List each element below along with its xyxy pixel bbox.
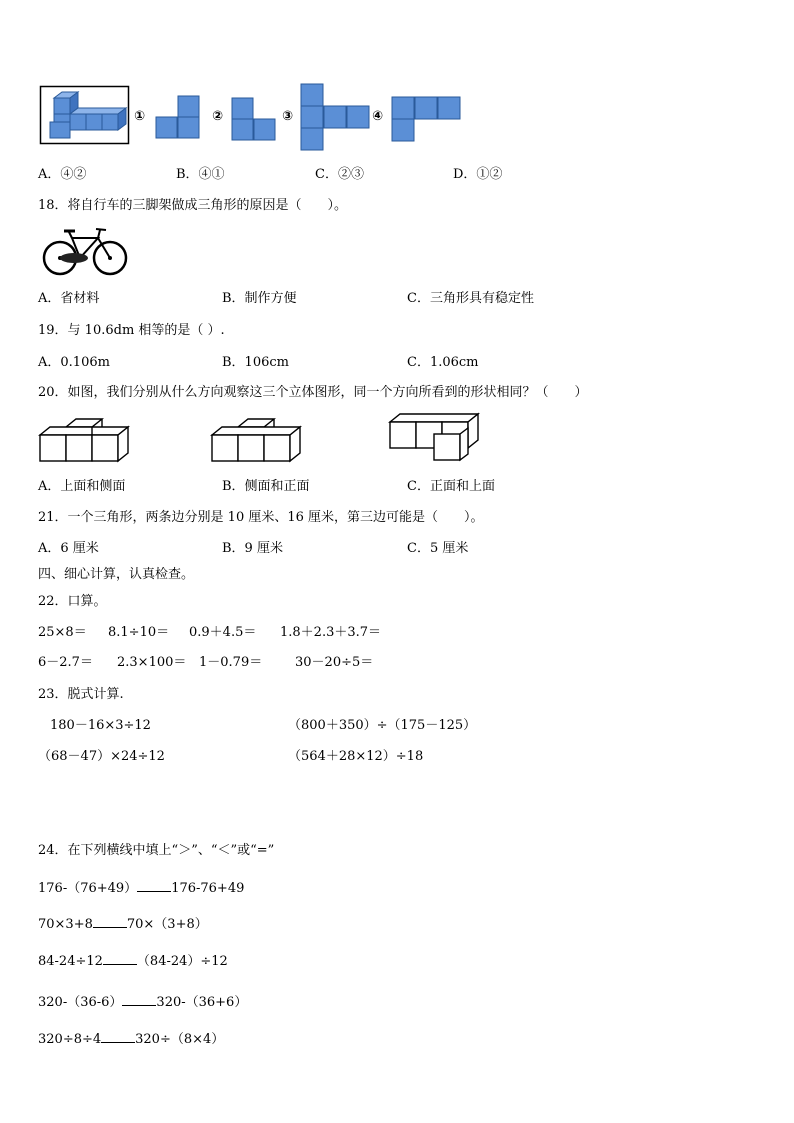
- q17-label-3: ③: [282, 109, 294, 124]
- answer-blank[interactable]: [122, 993, 156, 1006]
- q19-stem: 19．与 10.6dm 相等的是（ ）.: [38, 323, 225, 338]
- q23-item: 180－16×3÷12: [50, 718, 151, 733]
- q24-left: 320÷8÷4: [38, 1032, 102, 1047]
- q21-option-b[interactable]: B．9 厘米: [222, 541, 283, 556]
- answer-blank[interactable]: [101, 1030, 135, 1043]
- q17-option-d[interactable]: D．①②: [453, 167, 503, 182]
- q18-option-c[interactable]: C．三角形具有稳定性: [407, 291, 534, 306]
- q24-left: 70×3+8: [38, 917, 93, 932]
- q19-option-a[interactable]: A．0.106m: [38, 355, 110, 370]
- q20-stem: 20．如图，我们分别从什么方向观察这三个立体图形，同一个方向所看到的形状相同？（ ）: [38, 385, 588, 400]
- q22-item: 25×8＝: [38, 625, 87, 640]
- q17-option-1-shape: [156, 96, 200, 140]
- answer-blank[interactable]: [137, 879, 171, 892]
- q17-option-4-shape: [392, 97, 464, 143]
- q18-stem: 18．将自行车的三脚架做成三角形的原因是（ ）。: [38, 198, 348, 213]
- q24-left: 176-（76+49）: [38, 881, 138, 896]
- q23-title: 23．脱式计算.: [38, 687, 124, 702]
- q22-item: 1－0.79＝: [199, 655, 263, 670]
- q24-row: [38, 993, 247, 1011]
- q17-option-c[interactable]: C．②③: [315, 167, 364, 182]
- q24-left: 320-（36-6）: [38, 995, 123, 1010]
- q20-option-a[interactable]: A．上面和侧面: [38, 479, 126, 494]
- q22-item: 0.9＋4.5＝: [189, 625, 257, 640]
- q17-option-b[interactable]: B．④①: [176, 167, 225, 182]
- q24-left: 84-24÷12: [38, 954, 103, 969]
- section-heading: 四、细心计算，认真检查。: [38, 567, 195, 582]
- q17-option-a[interactable]: A．④②: [38, 167, 87, 182]
- q17-label-1: ①: [134, 109, 146, 124]
- q24-title: 24．在下列横线中填上“＞”、“＜”或“=”: [38, 843, 275, 858]
- q18-option-b[interactable]: B．制作方便: [222, 291, 297, 306]
- q24-row: [38, 1030, 224, 1048]
- q19-option-b[interactable]: B．106cm: [222, 355, 289, 370]
- q23-item: （800＋350）÷（175－125）: [288, 718, 477, 733]
- answer-blank[interactable]: [93, 915, 127, 928]
- q23-item: （68－47）×24÷12: [38, 749, 165, 764]
- q24-right: （84-24）÷12: [136, 954, 228, 969]
- q20-option-c[interactable]: C．正面和上面: [407, 479, 495, 494]
- q24-right: 320-（36+6）: [156, 995, 248, 1010]
- q24-row: [38, 879, 244, 897]
- q17-option-3-shape: [301, 84, 373, 152]
- q20-solid-1: [38, 415, 134, 467]
- bicycle-image: [42, 224, 130, 280]
- q20-solid-2: [210, 415, 306, 467]
- q17-solid-figure: [40, 86, 130, 146]
- q17-option-2-shape: [232, 98, 278, 142]
- q23-item: （564＋28×12）÷18: [288, 749, 424, 764]
- q20-solid-3: [388, 412, 484, 464]
- q21-stem: 21．一个三角形，两条边分别是 10 厘米、16 厘米，第三边可能是（ ）。: [38, 510, 484, 525]
- q22-item: 8.1÷10＝: [108, 625, 170, 640]
- q22-item: 30－20÷5＝: [295, 655, 374, 670]
- q22-title: 22．口算。: [38, 594, 107, 609]
- q24-row: [38, 915, 208, 933]
- q19-option-c[interactable]: C．1.06cm: [407, 355, 479, 370]
- answer-blank[interactable]: [103, 952, 137, 965]
- q24-right: 320÷（8×4）: [135, 1032, 225, 1047]
- q22-item: 1.8＋2.3＋3.7＝: [280, 625, 382, 640]
- q24-right: 176-76+49: [171, 881, 245, 896]
- q24-row: [38, 952, 228, 970]
- q17-label-2: ②: [212, 109, 224, 124]
- q22-item: 2.3×100＝: [117, 655, 187, 670]
- q22-item: 6－2.7＝: [38, 655, 93, 670]
- q18-option-a[interactable]: A．省材料: [38, 291, 100, 306]
- q21-option-a[interactable]: A．6 厘米: [38, 541, 99, 556]
- q20-option-b[interactable]: B．侧面和正面: [222, 479, 310, 494]
- q21-option-c[interactable]: C．5 厘米: [407, 541, 469, 556]
- q17-label-4: ④: [372, 109, 384, 124]
- q24-right: 70×（3+8）: [126, 917, 208, 932]
